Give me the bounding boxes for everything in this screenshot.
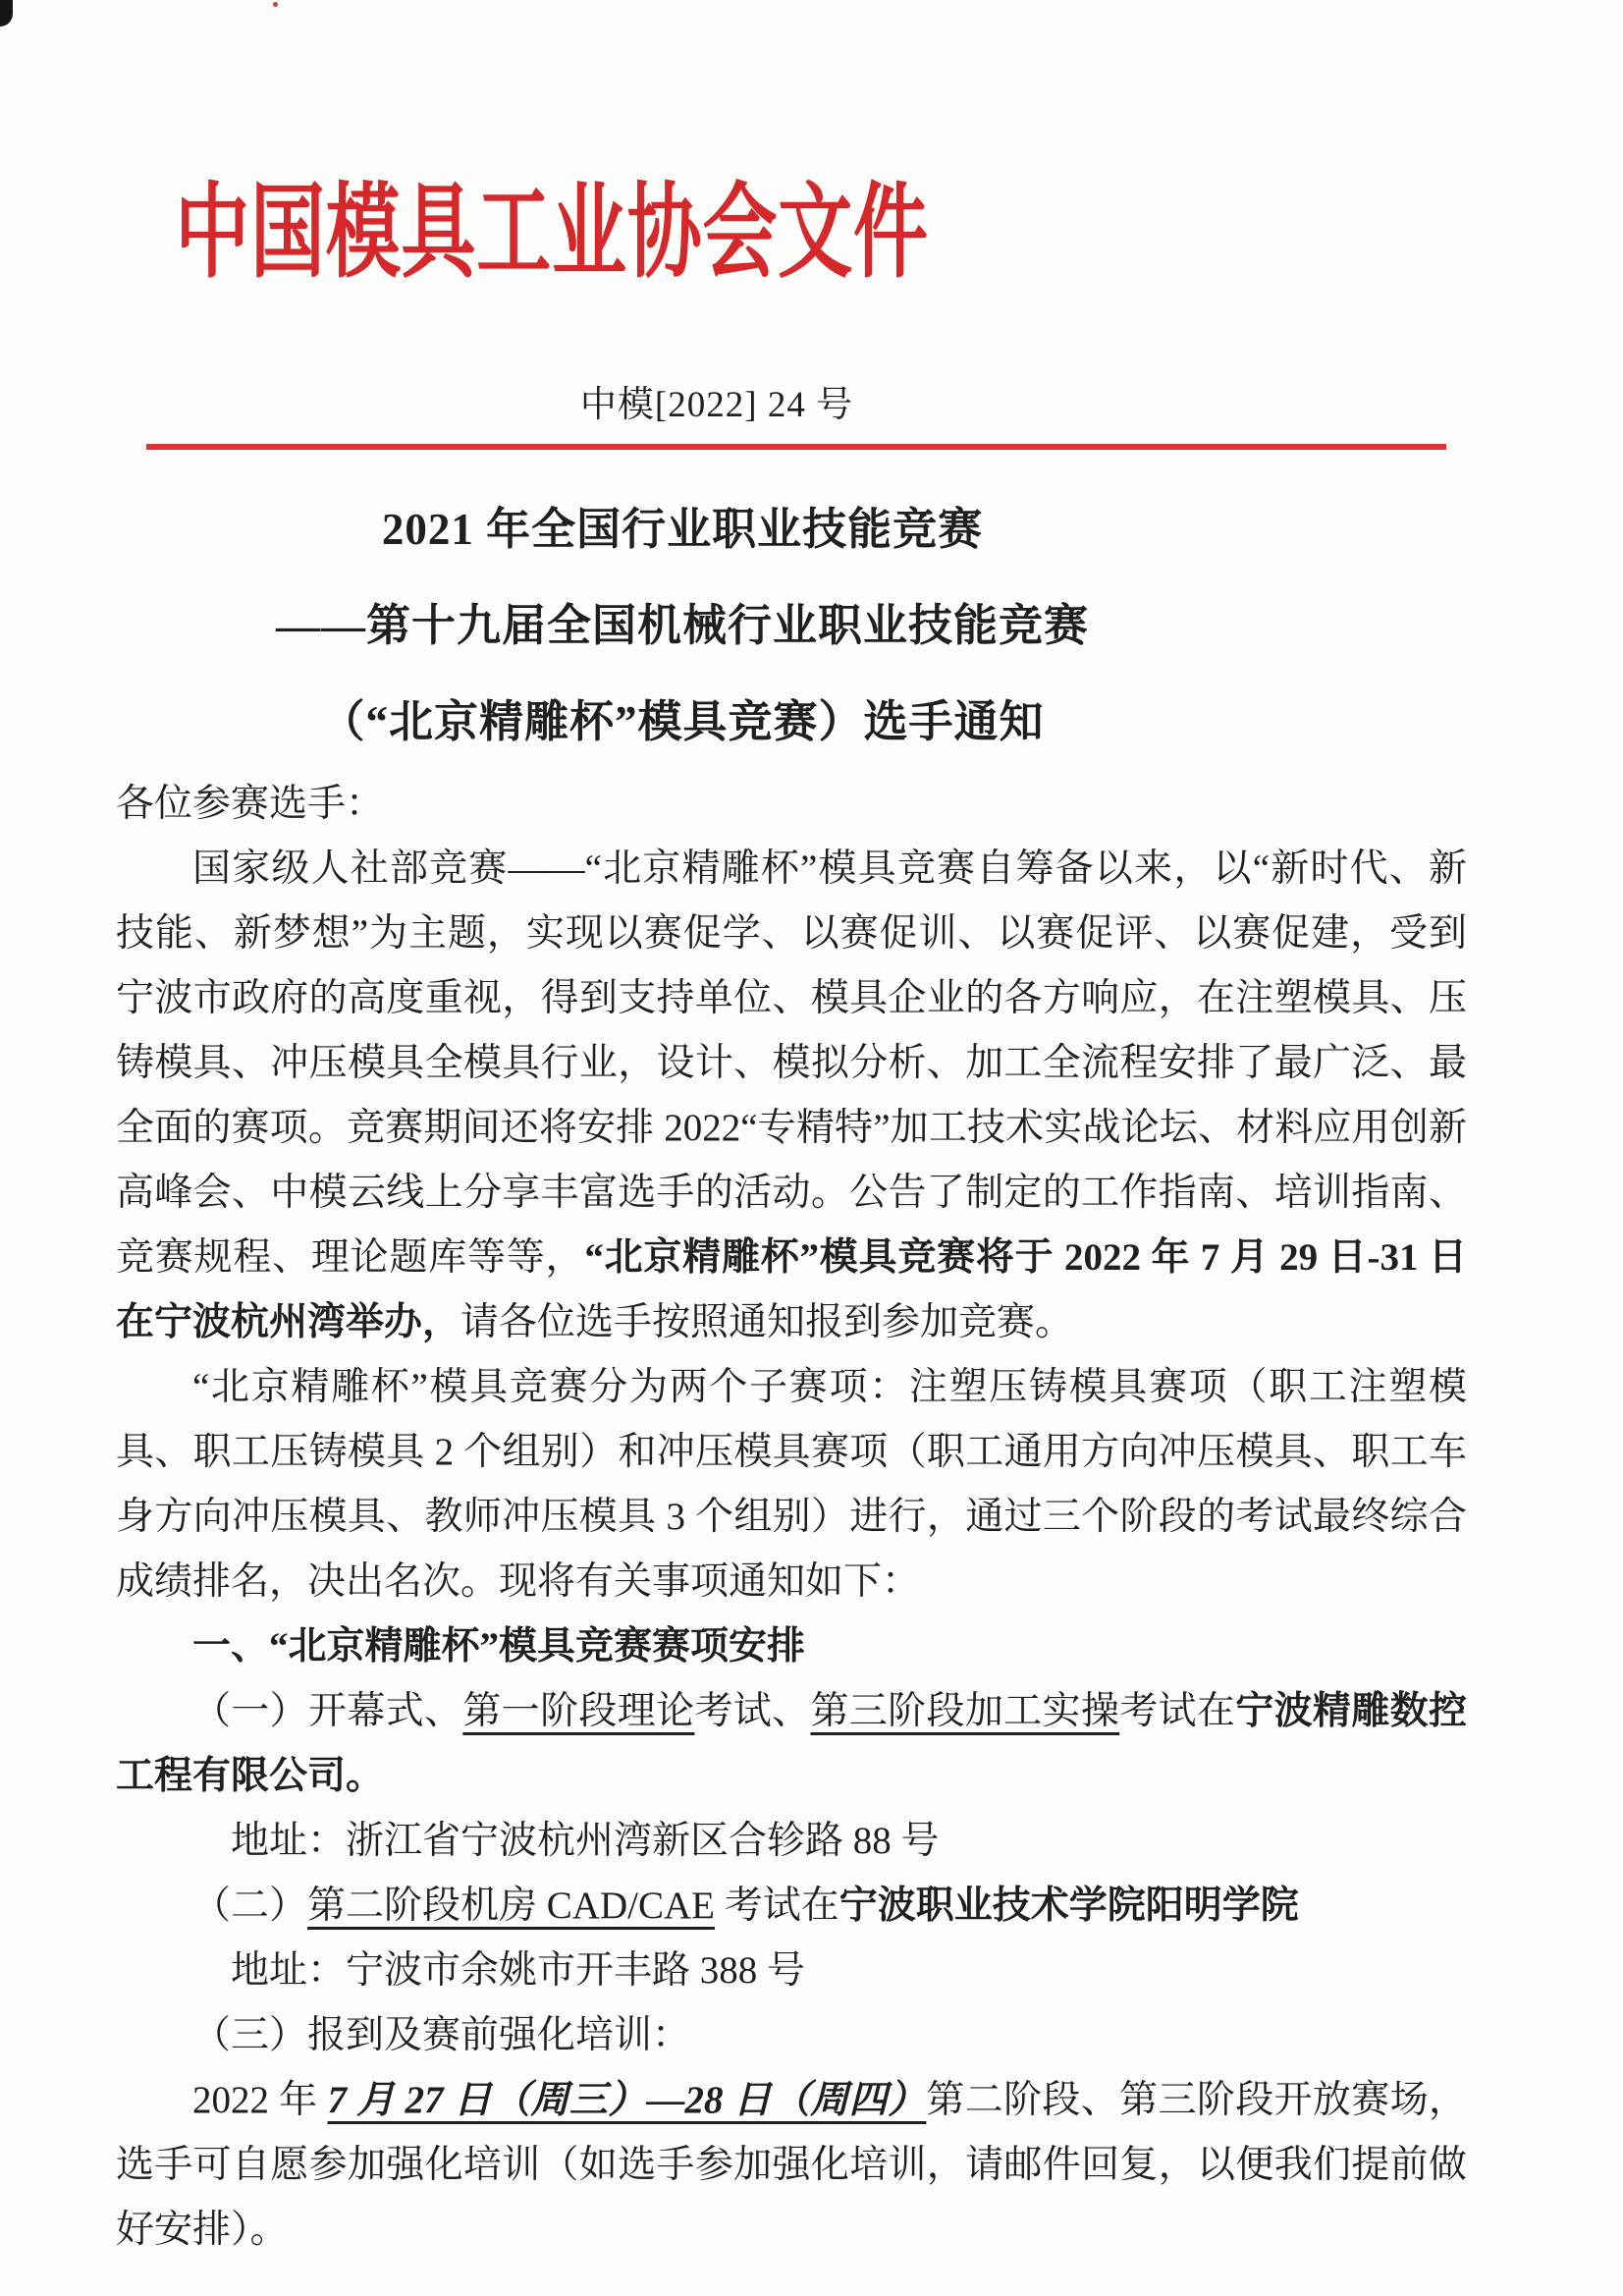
item1-run-5: 考试在 — [1119, 1690, 1236, 1732]
item1-paragraph — [116, 1679, 1467, 1809]
scan-corner-artifact — [0, 0, 13, 27]
item3-heading: （三）报到及赛前强化培训： — [192, 2014, 691, 2056]
item2-run-2-underline: 第二阶段机房 CAD/CAE — [307, 1885, 715, 1927]
item1-run-2-underline: 第一阶段理论 — [462, 1690, 695, 1732]
intro-run-1: 国家级人社部竞赛——“北京精雕杯”模具竞赛自筹备以来，以“新时代、新技能、新梦想”为主题，实现以赛促学、以赛促训、以赛促评、以赛促建，受到宁波市政府的高度重视，得到支持单位、模具企业的各方响应，在注塑模具、压铸模具、冲压模具全模具行业，设计、模拟分析、加工全流程安排了最广泛、最全面的赛项。竞赛期间还将安排 2022“专精特”加工技术实战论坛、材料应用创新高峰会、中模云线上分享丰富选手的活动。公告了制定的工作指南、培训指南、竞赛规程、理论题库等等， — [116, 847, 1467, 1279]
item2-run-3: 考试在 — [714, 1885, 839, 1927]
item3-run-1: 2022 年 — [192, 2079, 328, 2121]
document-title — [0, 481, 1365, 770]
section1-heading: 一、“北京精雕杯”模具竞赛赛项安排 — [192, 1625, 806, 1667]
doc-number: 中模[2022] 24 号 — [579, 385, 854, 425]
title-line-1: 2021 年全国行业职业技能竞赛 — [381, 505, 984, 554]
item1-run-3: 考试、 — [694, 1690, 811, 1732]
paragraph-intro — [116, 837, 1467, 1355]
title-line-3: （“北京精雕杯”模具竞赛）选手通知 — [320, 697, 1045, 746]
red-rule-divider — [146, 444, 1446, 450]
intro-run-2-bold: “北京精雕杯”模具竞赛将于 2022 年 7 月 29 日-31 日在宁波杭州湾举办， — [116, 1236, 1467, 1343]
item3-run-3: 第二阶段、第三阶段开放赛场，选手可自愿参加强化培训（如选手参加强化培训，请邮件回复，以便我们提前做好安排）。 — [116, 2079, 1467, 2251]
item2-run-1: （二） — [192, 1885, 308, 1927]
item2-paragraph — [116, 1874, 1467, 1939]
item1-address: 地址：浙江省宁波杭州湾新区合轸路 88 号 — [231, 1820, 940, 1862]
title-line-2: ——第十九届全国机械行业职业技能竞赛 — [275, 601, 1089, 650]
org-title: 中国模具工业协会文件 — [175, 176, 929, 291]
intro-run-3: 请各位选手按照通知报到参加竞赛。 — [460, 1301, 1074, 1343]
item3-paragraph — [116, 2068, 1467, 2263]
item2-address: 地址：宁波市余姚市开丰路 388 号 — [231, 1949, 806, 1992]
document-body — [116, 772, 1467, 2263]
masthead — [0, 176, 1104, 291]
salutation: 各位参赛选手： — [116, 783, 385, 825]
item1-run-4-underline: 第三阶段加工实操 — [810, 1690, 1120, 1732]
item3-run-2-bold-italic-underline: 7 月 27 日（周三）—28 日（周四） — [327, 2079, 927, 2121]
paragraph-events: “北京精雕杯”模具竞赛分为两个子赛项：注塑压铸模具赛项（职工注塑模具、职工压铸模具 2 个组别）和冲压模具赛项（职工通用方向冲压模具、职工车身方向冲压模具、教师冲压模具 3 个组别）进行，通过三个阶段的考试最终综合成绩排名，决出名次。现将有关事项通知如下： — [116, 1366, 1467, 1603]
item1-run-6-bold: 宁波精雕数控工程有限公司。 — [116, 1690, 1467, 1797]
item2-run-4-bold: 宁波职业技术学院阳明学院 — [839, 1885, 1299, 1927]
item1-run-1: （一）开幕式、 — [192, 1690, 463, 1732]
scan-red-dot-artifact — [273, 2, 278, 7]
